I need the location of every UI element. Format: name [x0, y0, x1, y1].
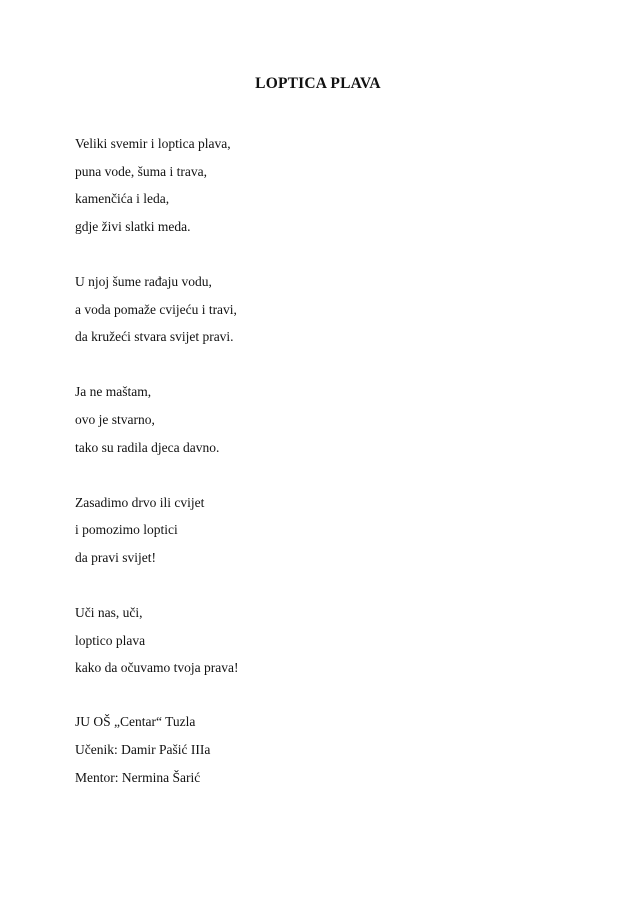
stanza-spacer	[75, 351, 555, 379]
stanza-1	[75, 130, 555, 240]
stanza-spacer	[75, 240, 555, 268]
stanza-spacer	[75, 461, 555, 489]
poem-line: da pravi svijet!	[75, 549, 156, 565]
poem-line: kako da očuvamo tvoja prava!	[75, 660, 239, 676]
poem-line: kamenčića i leda,	[75, 191, 170, 207]
school-name: JU OŠ „Centar“ Tuzla	[75, 714, 196, 729]
poem-line: puna vode, šuma i trava,	[75, 163, 207, 179]
student-name: Učenik: Damir Pašić IIIa	[75, 742, 211, 757]
mentor-name: Mentor: Nermina Šarić	[75, 770, 201, 785]
stanza-2	[75, 268, 555, 351]
stanza-spacer	[75, 572, 555, 600]
poem-line: gdje živi slatki meda.	[75, 218, 191, 234]
stanza-4	[75, 489, 555, 572]
poem-line: da kružeći stvara svijet pravi.	[75, 329, 234, 345]
poem-line: loptico plava	[75, 632, 146, 648]
poem-line: Veliki svemir i loptica plava,	[75, 136, 231, 151]
poem-line: Ja ne maštam,	[75, 384, 152, 400]
signature-block	[75, 708, 210, 792]
poem-line: Zasadimo drvo ili cvijet	[75, 494, 205, 510]
poem-line: a voda pomaže cvijeću i travi,	[75, 301, 237, 317]
poem-line: i pomozimo loptici	[75, 522, 178, 538]
poem-body	[75, 130, 555, 682]
stanza-3	[75, 378, 555, 461]
poem-title: LOPTICA PLAVA	[255, 75, 381, 92]
poem-line: Uči nas, uči,	[75, 605, 143, 621]
poem-line: ovo je stvarno,	[75, 411, 155, 427]
stanza-5	[75, 599, 555, 682]
poem-line: tako su radila djeca davno.	[75, 439, 220, 455]
poem-line: U njoj šume rađaju vodu,	[75, 273, 212, 289]
